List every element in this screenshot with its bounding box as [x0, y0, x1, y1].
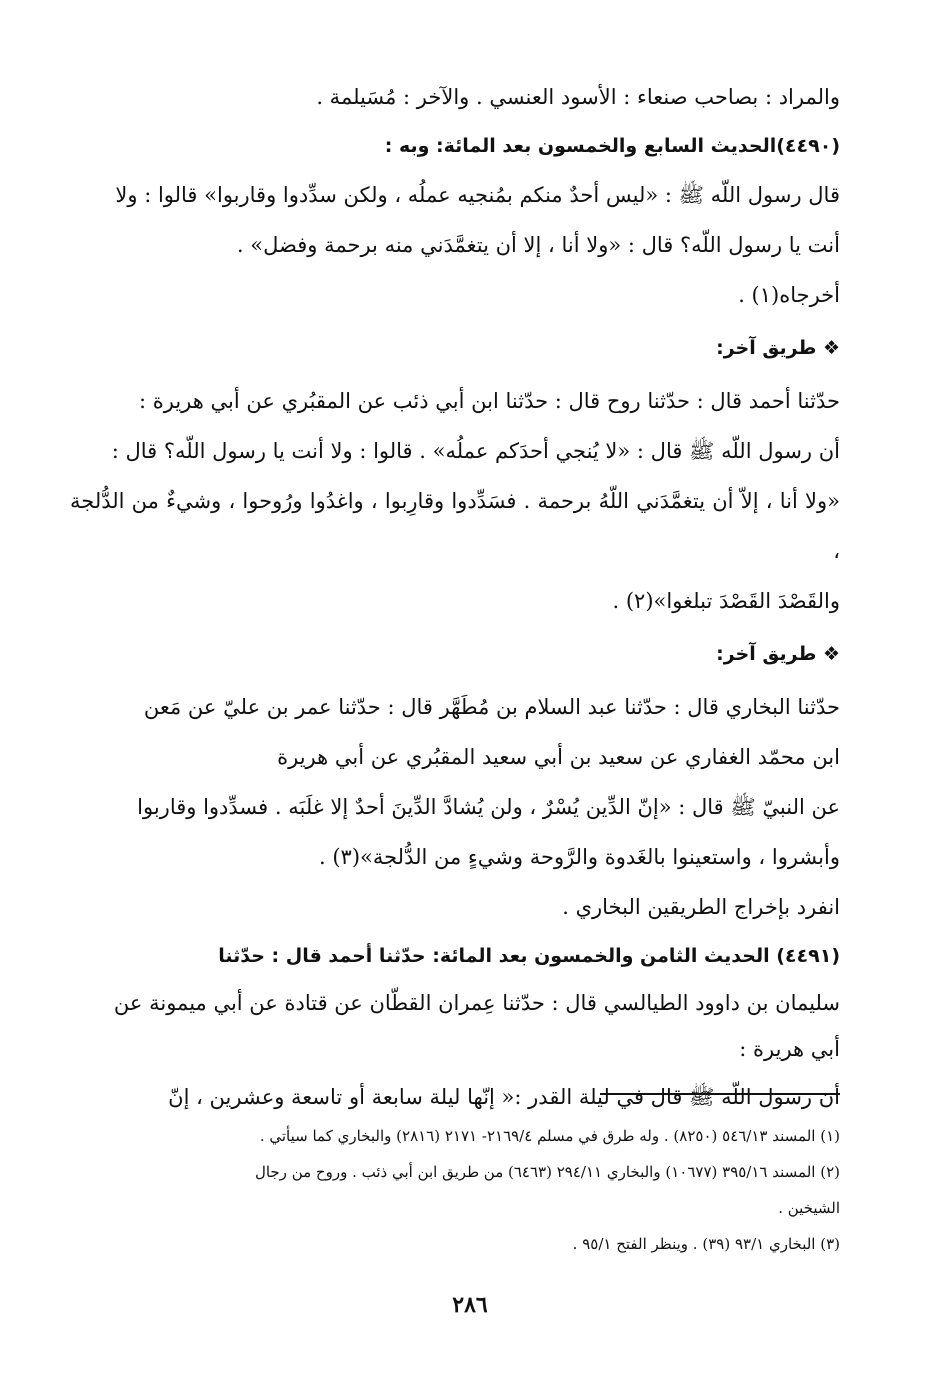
section-subheading: ❖ طريق آخر: [716, 643, 840, 665]
text-line: أبي هريرة : [739, 1037, 840, 1061]
footnote: (٢) المسند ٣٩٥/١٦ (١٠٦٧٧) والبخاري ٢٩٤/١١ (٦٤٦٣) من طريق ابن أبي ذئب . وروح من رجال [254, 1163, 840, 1181]
text-line: أخرجاه(١) . [738, 283, 840, 307]
text-line: حدّثنا أحمد قال : حدّثنا روح قال : حدّثنا ابن أبي ذئب عن المقبُري عن أبي هريرة : [139, 389, 840, 413]
text-line: ابن محمّد الغفاري عن سعيد بن أبي سعيد المقبُري عن أبي هريرة [277, 745, 840, 769]
text-line: «ولا أنا ، إلاّ أن يتغمَّدَني اللّهُ برحمة . فسَدِّدوا وقارِبوا ، واغدُوا ورُوحوا ، وشيءٌ من الدُّلجة ، [70, 489, 840, 563]
hadith-heading: (٤٤٩٠)الحديث السابع والخمسون بعد المائة: وبه : [384, 135, 840, 157]
section-subheading: ❖ طريق آخر: [716, 337, 840, 359]
footnotes [70, 1118, 840, 1262]
main-text [70, 72, 840, 1122]
text-line: سليمان بن داوود الطيالسي قال : حدّثنا عِمران القطّان عن قتادة عن أبي ميمونة عن [113, 991, 840, 1015]
text-line: أنت يا رسول اللّه؟ قال : «ولا أنا ، إلا أن يتغمَّدَني منه برحمة وفضل» . [236, 233, 840, 257]
text-line: انفرد بإخراج الطريقين البخاري . [562, 895, 840, 919]
footnote: الشيخين . [778, 1199, 840, 1217]
text-line: عن النبيّ ﷺ قال : «إنّ الدِّين يُسْرٌ ، ولن يُشادَّ الدِّينَ أحدٌ إلا غلَبَه . فسدِّدوا وقاربوا [137, 795, 840, 819]
text-line: وأبشروا ، واستعينوا بالغَدوة والرَّوحة وشيءٍ من الدُّلجة»(٣) . [319, 845, 840, 869]
text-line: حدّثنا البخاري قال : حدّثنا عبد السلام بن مُطَهَّر قال : حدّثنا عمر بن عليّ عن مَعن [143, 695, 840, 719]
footnote-divider [600, 1093, 840, 1095]
text-line: والقَصْدَ القَصْدَ تبلغوا»(٢) . [612, 589, 840, 613]
text-line: والمراد : بصاحب صنعاء : الأسود العنسي . والآخر : مُسَيلمة . [316, 85, 840, 109]
hadith-heading: (٤٤٩١) الحديث الثامن والخمسون بعد المائة: حدّثنا أحمد قال : حدّثنا [218, 945, 840, 967]
text-line: أن رسول اللّه ﷺ قال في ليلة القدر :« إنّها ليلة سابعة أو تاسعة وعشرين ، إنّ [168, 1085, 840, 1109]
footnote: (١) المسند ٥٤٦/١٣ (٨٢٥٠) . وله طرق في مسلم ٢١٦٩/٤- ٢١٧١ (٢٨١٦) والبخاري كما سيأتي . [259, 1127, 840, 1145]
page-number: ٢٨٦ [452, 1292, 488, 1318]
footnote: (٣) البخاري ٩٣/١ (٣٩) . وينظر الفتح ٩٥/١ . [572, 1235, 840, 1253]
text-line: أن رسول اللّه ﷺ قال : «لا يُنجي أحدَكم عملُه» . قالوا : ولا أنت يا رسول اللّه؟ قال : [111, 439, 840, 463]
text-line: قال رسول اللّه ﷺ : «ليس أحدٌ منكم بمُنجيه عملُه ، ولكن سدِّدوا وقاربوا» قالوا : ولا [115, 183, 840, 207]
